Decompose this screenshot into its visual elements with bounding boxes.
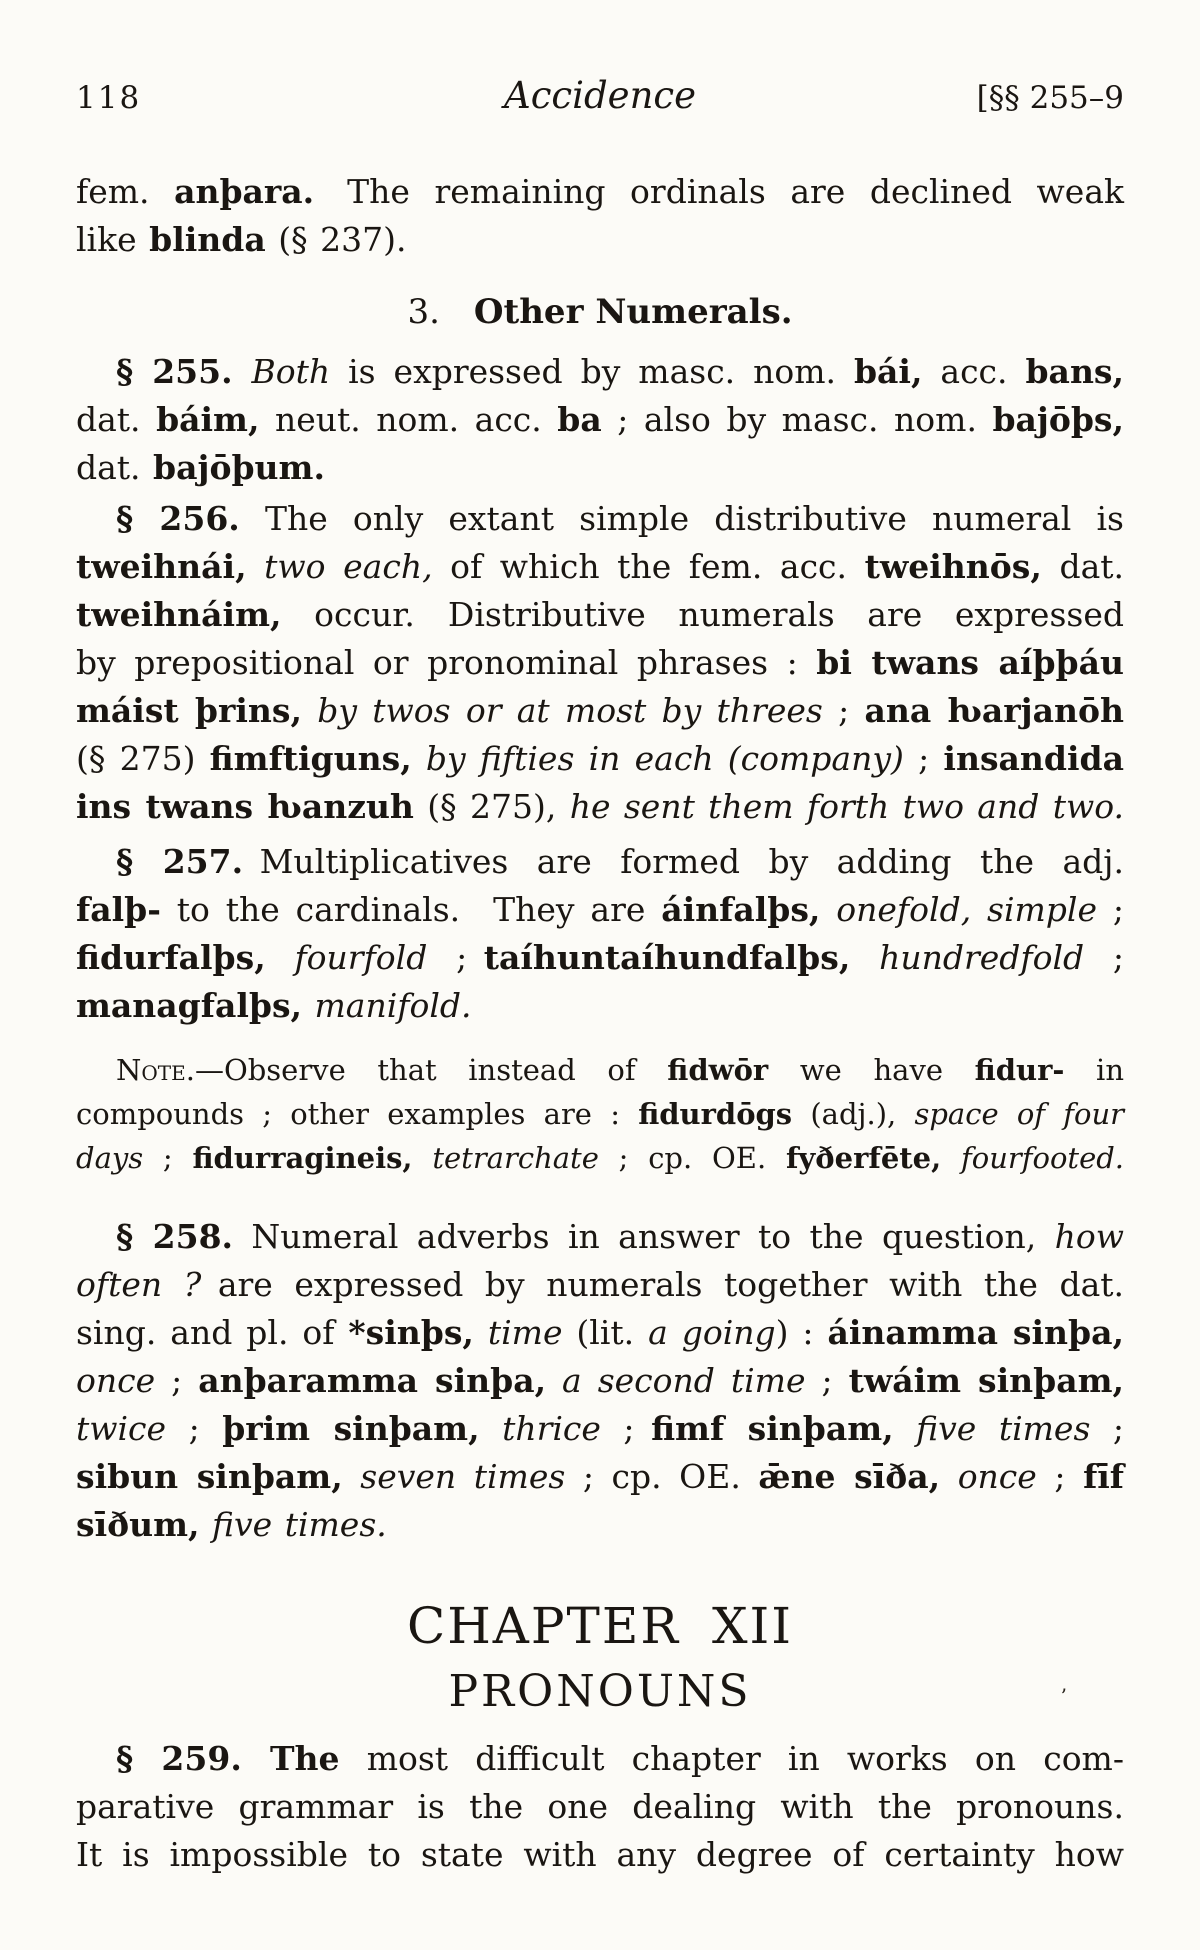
text-segment: parative grammar is the one dealing with the pronouns. [76,1787,1124,1826]
text-segment: bái, [853,352,923,391]
text-segment: like [76,220,150,259]
text-line [76,735,1124,783]
text-line [76,396,1124,444]
text-segment: fidurfalþs, [76,938,266,977]
text-segment [266,938,295,977]
text-line [76,639,1124,687]
running-header [76,76,1124,118]
text-segment: onefold, simple [836,890,1098,929]
text-segment: ; [822,691,865,730]
text-segment: fīf [1083,1457,1124,1496]
text-segment: Multiplicatives are formed by adding the adj. [243,842,1124,881]
text-segment: of which the fem. acc. [432,547,865,586]
text-segment: (adj.), [792,1097,915,1131]
text-segment: time [487,1313,563,1352]
paragraph-section-255 [76,348,1124,492]
text-segment [820,890,836,929]
text-segment: two each, [264,547,433,586]
text-line [76,1783,1124,1831]
text-segment [941,1141,961,1175]
text-segment [247,547,265,586]
text-segment [480,1409,503,1448]
text-segment [302,986,315,1025]
text-segment: space of four [914,1097,1124,1131]
text-segment: he sent them forth two and two. [569,787,1124,826]
text-segment [894,1409,917,1448]
text-segment: by fifties in each (company) [425,739,904,778]
text-segment: fidur- [974,1053,1065,1087]
page-number: 118 [76,80,142,116]
text-segment: anþara. [174,172,315,211]
text-line [76,1136,1124,1180]
text-segment [343,1457,361,1496]
text-segment: sibun sinþam, [76,1457,343,1496]
text-segment: (§ 275), [413,787,570,826]
text-segment: fem. [76,172,175,211]
text-segment: ; [427,938,484,977]
text-segment: twice [76,1409,167,1448]
text-segment: áinamma sinþa, [827,1313,1124,1352]
text-segment: báim, [156,400,260,439]
text-segment: hundredfold [879,938,1085,977]
text-line [76,1405,1124,1453]
text-segment: fimf sinþam, [651,1409,894,1448]
text-line [76,591,1124,639]
text-segment [940,1457,958,1496]
text-line [76,1048,1124,1092]
text-segment: once [957,1457,1037,1496]
text-segment: occur. Distributive numerals are expressed [281,595,1124,634]
chapter-subheading: PRONOUNS [448,1666,752,1717]
text-segment: (§ 237). [265,220,407,259]
text-segment: ana ƕarjanōh [864,691,1124,730]
text-segment: (§ 275) [76,739,210,778]
text-segment [546,1361,562,1400]
text-segment: ; [1097,890,1124,929]
text-line [76,543,1124,591]
text-segment: ; [1036,1457,1084,1496]
text-line [76,1261,1124,1309]
text-segment: sīðum, [76,1505,200,1544]
text-segment [200,1505,213,1544]
text-segment: falþ- [76,890,161,929]
text-segment: *sinþs, [348,1313,474,1352]
text-segment: máist þrins, [76,691,302,730]
text-segment: ; [903,739,944,778]
text-segment: dat. [76,400,157,439]
text-line [76,444,1124,492]
text-segment: a going [648,1313,776,1352]
text-segment: ; [600,1409,652,1448]
scan-speckle: ʼ [1060,1684,1067,1708]
text-segment: manifold. [314,986,472,1025]
text-segment: § 258. [116,1217,234,1256]
text-segment: tetrarchate [432,1141,599,1175]
text-segment: tweihnōs, [864,547,1042,586]
text-segment: dat. [1041,547,1125,586]
text-segment: § 259. The [116,1739,340,1778]
text-segment: by twos or at most by threes [317,691,823,730]
text-segment: bans, [1025,352,1125,391]
text-line [76,687,1124,735]
text-segment: bajōþum. [153,448,325,487]
text-line [76,982,1124,1030]
text-segment: fourfold [294,938,428,977]
text-segment: how [1054,1217,1124,1256]
text-segment: ; [155,1361,199,1400]
text-segment: —Observe that instead of [194,1053,668,1087]
text-segment: we have [768,1053,975,1087]
text-line [76,1831,1124,1879]
chapter-heading: CHAPTER XII [406,1597,794,1655]
text-line [76,1501,1124,1549]
paragraph-section-256 [76,495,1124,831]
text-segment: § 257. [116,842,244,881]
text-line [76,838,1124,886]
text-segment: § 256. [116,499,240,538]
text-segment: ; [1090,1409,1125,1448]
text-line [76,1453,1124,1501]
text-segment: ba [557,400,602,439]
text-segment: bi twans aíþþáu [816,643,1124,682]
paragraph-section-258 [76,1213,1124,1549]
text-segment: days [76,1141,144,1175]
text-line [76,1735,1124,1783]
text-segment: ; [143,1141,193,1175]
text-segment: ins twans ƕanzuh [76,787,414,826]
text-segment: tweihnáim, [76,595,282,634]
paragraph-continued [76,168,1124,264]
text-segment: compounds ; other examples are : [76,1097,639,1131]
text-segment: ; [1084,938,1125,977]
paragraph-section-259 [76,1735,1124,1879]
text-segment: taíhuntaíhundfalþs, [483,938,851,977]
text-segment: bajōþs, [992,400,1124,439]
text-segment: once [76,1361,156,1400]
text-segment: ; cp. OE. [565,1457,759,1496]
text-line [76,1309,1124,1357]
text-segment: (lit. [562,1313,649,1352]
text-segment: ; also by masc. nom. [601,400,993,439]
text-segment: ; cp. OE. [598,1141,786,1175]
text-segment: neut. nom. acc. [259,400,558,439]
text-segment: Other Numerals. [473,292,793,332]
text-segment: insandida [943,739,1124,778]
text-segment: fidurragineis, [192,1141,413,1175]
text-segment: seven times [360,1457,566,1496]
text-segment: The remaining ordinals are declined weak [314,172,1124,211]
text-line [76,1213,1124,1261]
text-line [76,288,1124,336]
text-line [76,1357,1124,1405]
text-line [76,216,1124,264]
text-segment: by prepositional or pronominal phrases : [76,643,817,682]
text-segment: twáim sinþam, [848,1361,1125,1400]
text-segment: five times [916,1409,1091,1448]
text-segment: blinda [149,220,266,259]
section-range: [§§ 255–9 [976,80,1124,116]
text-segment [850,938,879,977]
text-segment: dat. [76,448,154,487]
text-segment [413,1141,433,1175]
text-segment: þrim sinþam, [222,1409,480,1448]
text-segment: in [1064,1053,1124,1087]
text-segment: is expressed by masc. nom. [330,352,854,391]
text-line [76,1092,1124,1136]
text-segment: Both [251,352,331,391]
paragraph-note [76,1048,1124,1180]
text-segment: ) : [775,1313,828,1352]
text-line [76,783,1124,831]
text-segment: ǣne sīða, [758,1457,941,1496]
paragraph-section-257 [76,838,1124,1030]
text-segment: fidurdōgs [638,1097,793,1131]
text-segment: It is impossible to state with any degree of certainty how [76,1835,1124,1874]
subheading-other-numerals [76,288,1124,336]
text-segment: sing. and pl. of [76,1313,349,1352]
text-segment: a second time [562,1361,806,1400]
text-segment: fimftiguns, [209,739,412,778]
text-segment [302,691,317,730]
text-line [76,168,1124,216]
running-title: Accidence [503,74,697,117]
text-segment [474,1313,488,1352]
text-segment: often ? [76,1265,202,1304]
text-segment: tweihnái, [76,547,247,586]
text-segment: thrice [502,1409,601,1448]
text-segment: The only extant simple distributive numeral is [239,499,1124,538]
text-segment: ; [166,1409,223,1448]
text-segment: to the cardinals. They are [160,890,662,929]
text-segment: ; [805,1361,849,1400]
text-segment: managfalþs, [76,986,303,1025]
text-segment: acc. [922,352,1026,391]
text-segment: fourfooted. [961,1141,1125,1175]
text-segment: anþaramma sinþa, [198,1361,547,1400]
text-segment: § 255. [116,352,252,391]
text-segment [412,739,426,778]
text-segment: most difficult chapter in works on com- [339,1739,1124,1778]
text-segment: áinfalþs, [661,890,821,929]
text-line [76,495,1124,543]
text-segment: fidwōr [667,1053,769,1087]
text-segment: are expressed by numerals together with the dat. [201,1265,1124,1304]
text-line [76,934,1124,982]
text-segment: Note. [116,1053,195,1087]
text-segment: 3. [407,292,474,332]
text-segment: Numeral adverbs in answer to the question, [233,1217,1055,1256]
text-segment: fyðerfēte, [785,1141,942,1175]
text-line [76,348,1124,396]
text-line [76,886,1124,934]
text-segment: five times. [212,1505,387,1544]
